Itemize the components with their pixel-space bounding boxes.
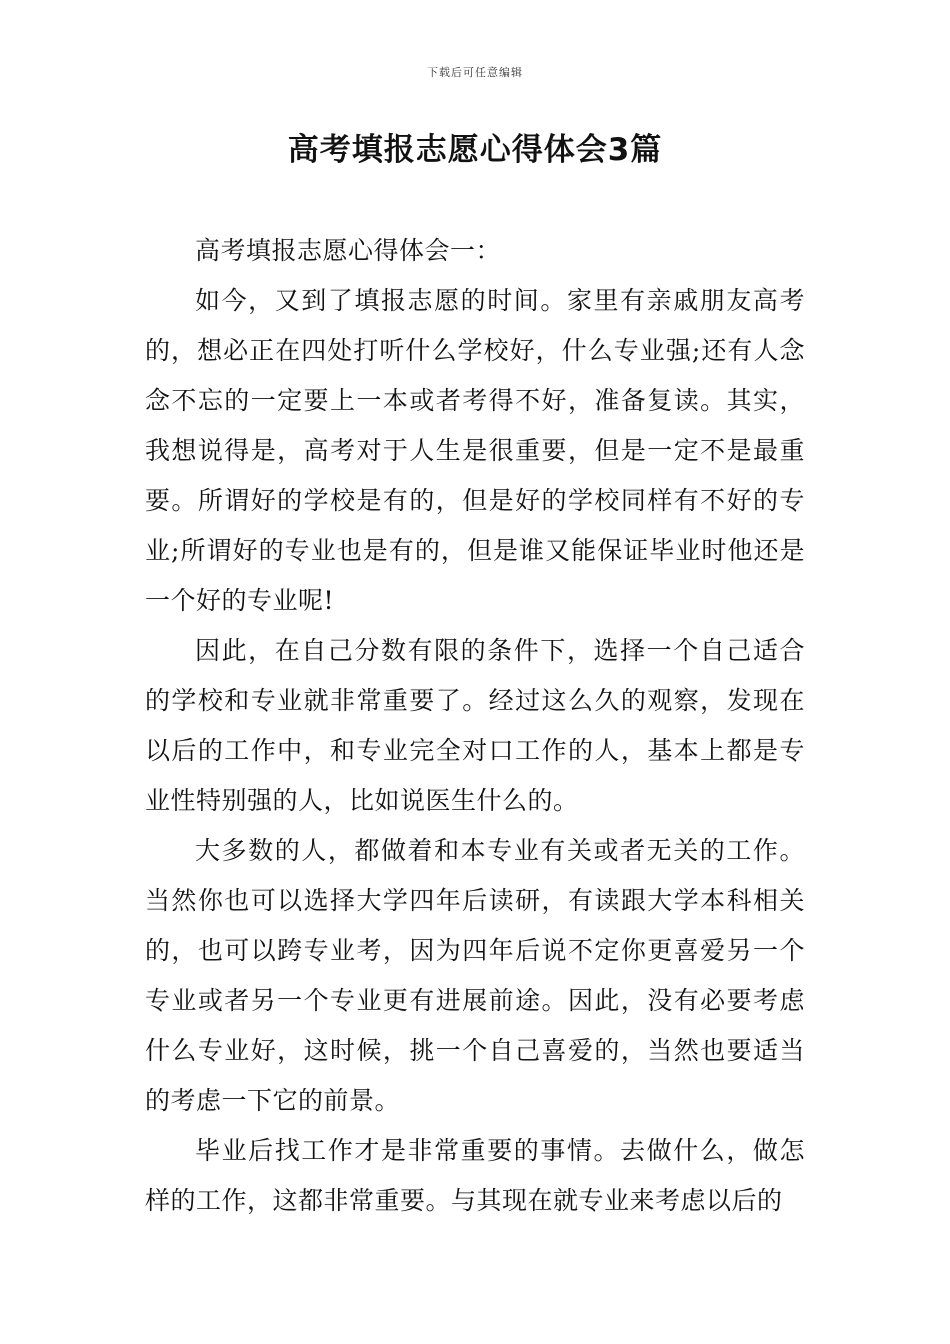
document-body — [145, 226, 805, 1226]
header-note: 下载后可任意编辑 — [427, 66, 523, 79]
section-heading: 高考填报志愿心得体会一： — [195, 236, 502, 265]
paragraph: 如今，又到了填报志愿的时间。家里有亲戚朋友高考的，想必正在四处打听什么学校好，什么专业强;还有人念念不忘的一定要上一本或者考得不好，准备复读。其实，我想说得是，高考对于人生是很重要，但是一定不是最重要。所谓好的学校是有的，但是好的学校同样有不好的专业;所谓好的专业也是有的，但是谁又能保证毕业时他还是一个好的专业呢! — [145, 286, 805, 615]
paragraph: 大多数的人，都做着和本专业有关或者无关的工作。当然你也可以选择大学四年后读研，有读跟大学本科相关的，也可以跨专业考，因为四年后说不定你更喜爱另一个专业或者另一个专业更有进展前途。因此，没有必要考虑什么专业好，这时候，挑一个自己喜爱的，当然也要适当的考虑一下它的前景。 — [145, 836, 805, 1115]
paragraph: 毕业后找工作才是非常重要的事情。去做什么，做怎样的工作，这都非常重要。与其现在就专业来考虑以后的 — [145, 1136, 805, 1215]
paragraph: 因此，在自己分数有限的条件下，选择一个自己适合的学校和专业就非常重要了。经过这么久的观察，发现在以后的工作中，和专业完全对口工作的人，基本上都是专业性特别强的人，比如说医生什么的。 — [145, 636, 805, 815]
document-title: 高考填报志愿心得体会3篇 — [287, 132, 663, 168]
